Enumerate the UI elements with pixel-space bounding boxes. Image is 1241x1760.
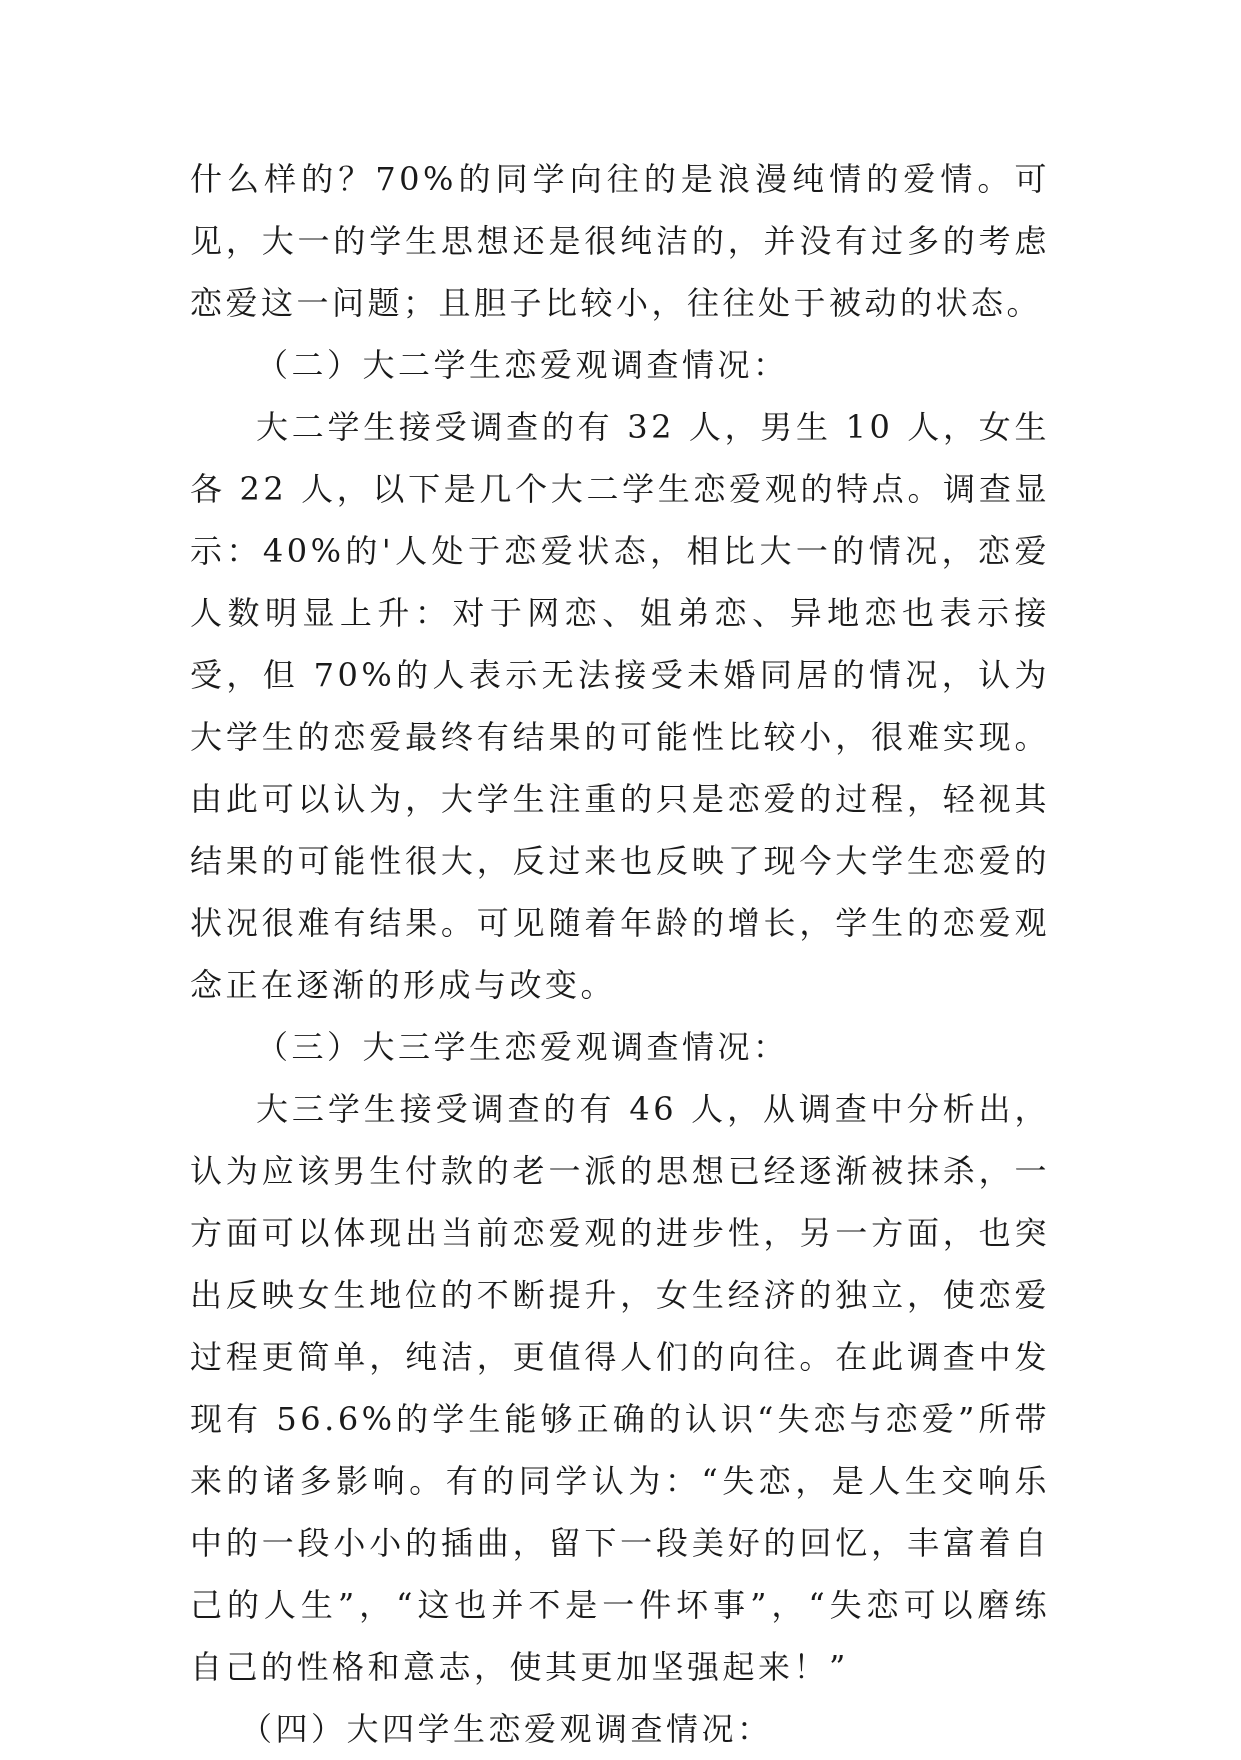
section-heading-2: （二）大二学生恋爱观调查情况： [256, 346, 789, 384]
document-body [190, 148, 1050, 1760]
paragraph-junior: 大三学生接受调查的有 46 人，从调查中分析出，认为应该男生付款的老一派的思想已经逐渐被抹杀，一方面可以体现出当前恋爱观的进步性，另一方面，也突出反映女生地位的不断提升，女生经济的独立，使恋爱过程更简单，纯洁，更值得人们的向往。在此调查中发现有 56.6%的学生能够正确的认识“失恋与恋爱”所带来的诸多影响。有的同学认为：“失恋，是人生交响乐中的一段小小的插曲，留下一段美好的回忆，丰富着自己的人生”，“这也并不是一件坏事”，“失恋可以磨练自己的性格和意志，使其更加坚强起来！” [190, 1090, 1050, 1686]
paragraph-sophomore: 大二学生接受调查的有 32 人，男生 10 人，女生各 22 人，以下是几个大二学生恋爱观的特点。调查显示：40%的'人处于恋爱状态，相比大一的情况，恋爱人数明显上升：对于网恋、姐弟恋、异地恋也表示接受，但 70%的人表示无法接受未婚同居的情况，认为大学生的恋爱最终有结果的可能性比较小，很难实现。由此可以认为，大学生注重的只是恋爱的过程，轻视其结果的可能性很大，反过来也反映了现今大学生恋爱的状况很难有结果。可见随着年龄的增长，学生的恋爱观念正在逐渐的形成与改变。 [190, 408, 1050, 1004]
section-heading-4: （四）大四学生恋爱观调查情况： [240, 1710, 773, 1748]
paragraph-continued: 什么样的？70%的同学向往的是浪漫纯情的爱情。可见，大一的学生思想还是很纯洁的，并没有过多的考虑恋爱这一问题；且胆子比较小，往往处于被动的状态。 [190, 160, 1050, 322]
section-heading-3: （三）大三学生恋爱观调查情况： [256, 1028, 789, 1066]
